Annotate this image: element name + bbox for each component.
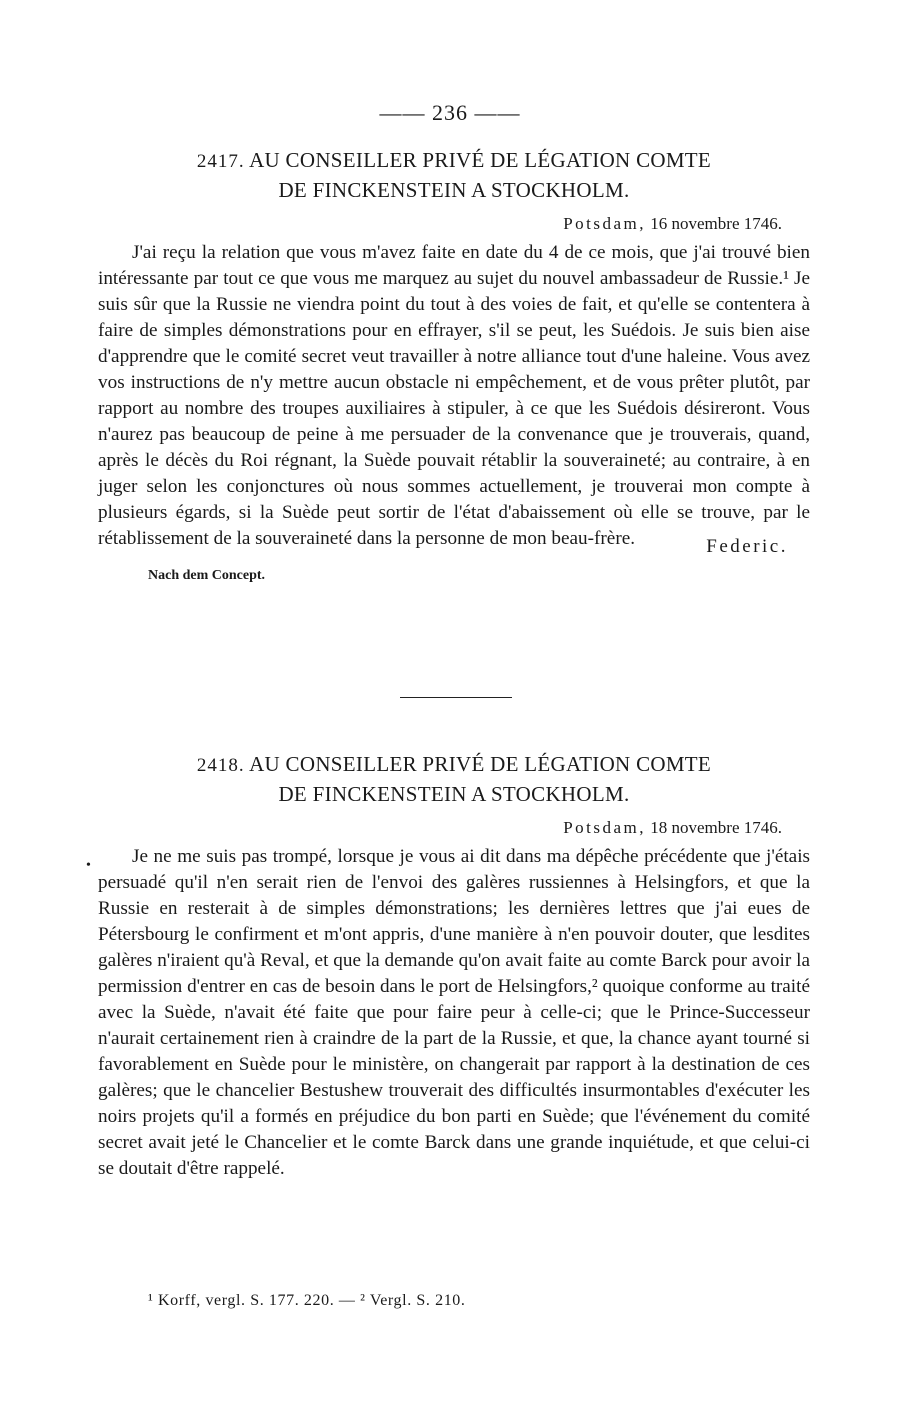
heading-line-2: DE FINCKENSTEIN A STOCKHOLM.: [278, 178, 630, 202]
letter-body: J'ai reçu la relation que vous m'avez faite en date du 4 de ce mois, que j'ai trouvé bien intéressante par tout ce que vous me marquez au sujet du nouvel ambassadeur de Russie.¹ Je suis sûr que la Russie ne viendra point du tout à des voies de fait, et qu'elle se contentera à faire de simples démonstrations pour en effrayer, s'il se peut, les Suédois. Je suis bien aise d'apprendre que le comité secret veut travailler à notre alliance tout d'une haleine. Vous avez vos instructions de n'y mettre aucun obstacle ni empêchement, et de vous prêter plutôt, par rapport au nombre des troupes auxiliaires à stipuler, à ce que les Suédois désireront. Vous n'aurez pas beaucoup de peine à me persuader de la convenance que je trouverais, quand, après le décès du Roi régnant, la Suède pouvait rétablir la souveraineté; au contraire, à en juger selon les conjonctures où nous sommes actuellement, je trouverai mon compte à plusieurs égards, si la Suède peut sortir de l'état d'abaissement où elle se trouve, par le rétablissement de la souveraineté dans la personne de mon beau-frère.: [98, 242, 810, 549]
letter-heading: [98, 750, 810, 808]
page-number: [0, 100, 900, 126]
dateline: [98, 818, 810, 838]
letter-number: 2417.: [196, 151, 245, 172]
dateline-date: 18 novembre 1746.: [650, 818, 782, 837]
page-number-value: 236: [432, 100, 468, 125]
footnotes: ¹ Korff, vergl. S. 177. 220. — ² Vergl. S. 210.: [148, 1292, 466, 1309]
page-number-dash-left: ——: [379, 100, 426, 125]
section-divider: [400, 697, 512, 698]
source-note: Nach dem Concept.: [148, 568, 266, 583]
dateline-date: 16 novembre 1746.: [650, 214, 782, 233]
heading-line-1: AU CONSEILLER PRIVÉ DE LÉGATION COMTE: [249, 148, 712, 172]
letter-number: 2418.: [196, 755, 245, 776]
heading-line-2: DE FINCKENSTEIN A STOCKHOLM.: [278, 782, 630, 806]
letter-2417: [98, 146, 810, 584]
signature: Federic.: [706, 536, 788, 557]
page-number-dash-right: ——: [474, 100, 521, 125]
letter-body: Je ne me suis pas trompé, lorsque je vous ai dit dans ma dépêche précédente que j'étais persuadé qu'il n'en serait rien de l'envoi des galères russiennes à Helsingfors, et que la Russie en resterait à de simples démonstrations; les dernières lettres que j'ai eues de Pétersbourg le confirment et m'ont appris, d'une manière à n'en pouvoir douter, que lesdites galères n'iraient qu'à Reval, et que la demande qu'on avait faite au comte Barck pour avoir la permission d'entrer en cas de besoin dans le port de Helsingfors,² quoique conforme au traité avec la Suède, n'avait été faite que pour faire peur à celle-ci; que le Prince-Successeur n'aurait certainement rien à craindre de la part de la Russie, et que, la chance ayant tourné si favorablement en Suède pour le ministère, on changerait par rapport à la destination de ces galères; que le chancelier Bestushew trouverait des difficultés insurmontables d'exécuter les noirs projets qu'il a formés en préjudice du bon parti en Suède; que l'événement du comité secret avait jeté le Chancelier et le comte Barck dans une grande inquiétude, et que celui-ci se doutait d'être rappelé.: [98, 846, 810, 1179]
dateline-place: Potsdam,: [563, 818, 647, 837]
letter-heading: [98, 146, 810, 204]
heading-line-1: AU CONSEILLER PRIVÉ DE LÉGATION COMTE: [249, 752, 712, 776]
dateline: [98, 214, 810, 234]
dateline-place: Potsdam,: [563, 214, 647, 233]
letter-2418: [98, 750, 810, 1182]
margin-mark: •: [86, 858, 91, 873]
